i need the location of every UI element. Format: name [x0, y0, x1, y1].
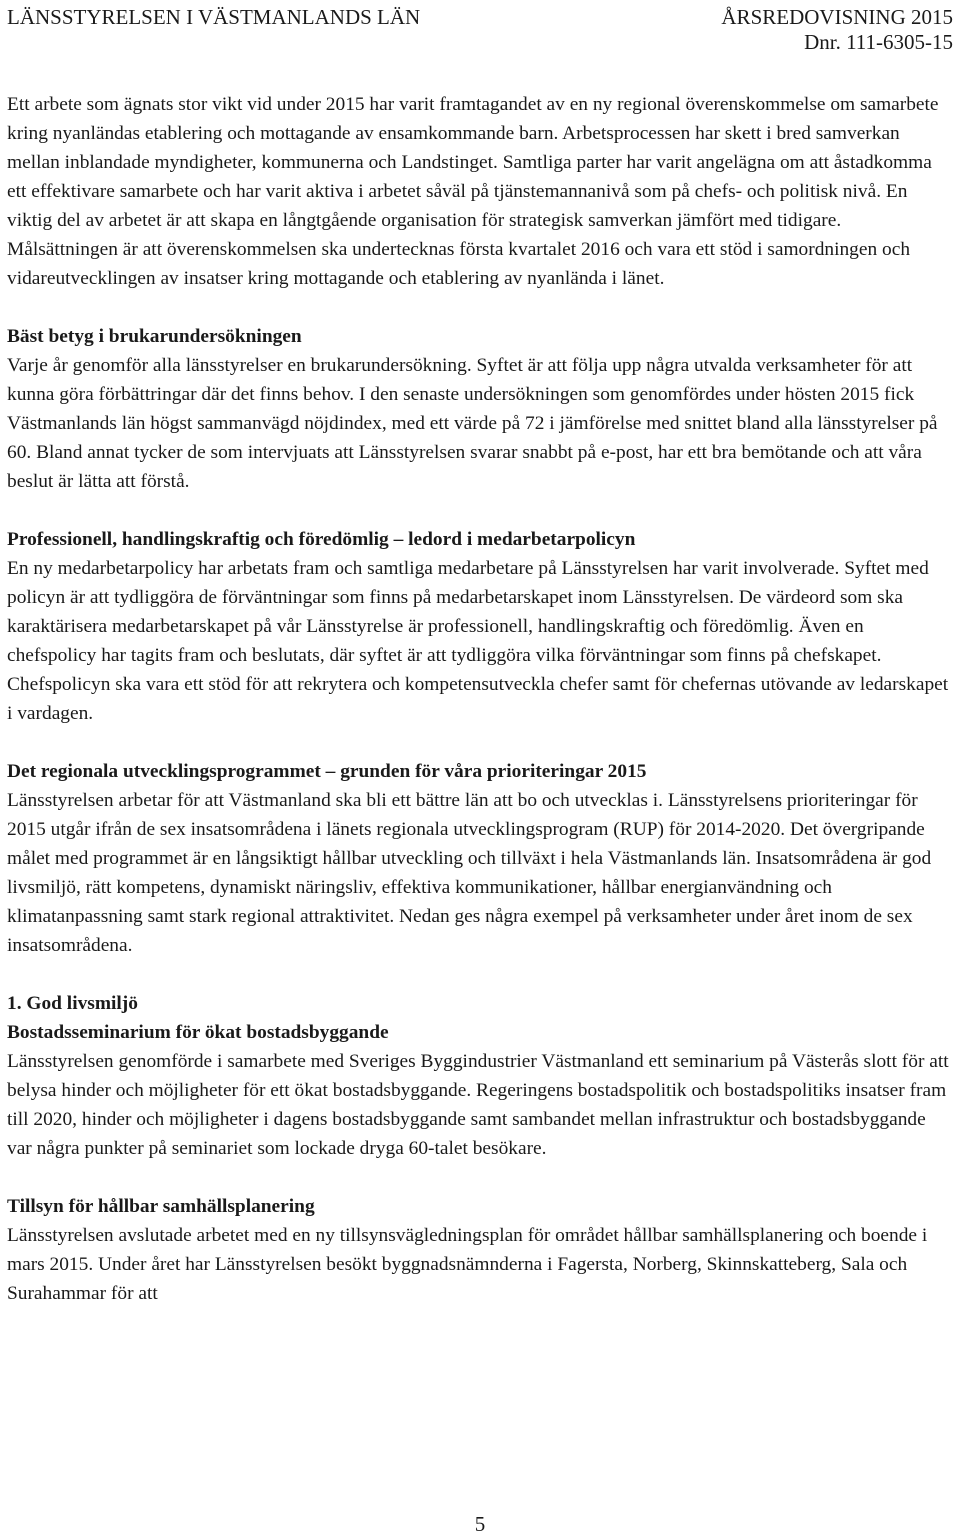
- organization-name: LÄNSSTYRELSEN I VÄSTMANLANDS LÄN: [7, 5, 421, 29]
- section-paragraph: Länsstyrelsen avslutade arbetet med en ny tillsynsvägledningsplan för området hållbar samhällsplanering och boende i mars 2015. Under året har Länsstyrelsen besökt byggnadsnämnderna i Fagersta, Norberg, Skinnskatteberg, Sala och Surahammar för att: [7, 1225, 928, 1304]
- section-heading: Bäst betyg i brukarundersökningen: [7, 326, 302, 347]
- section-heading: Det regionala utvecklingsprogrammet – grunden för våra prioriteringar 2015: [7, 761, 647, 782]
- section-survey: [7, 322, 954, 496]
- report-title: ÅRSREDOVISNING 2015: [721, 5, 953, 29]
- document-number: Dnr. 111-6305-15: [804, 30, 953, 54]
- section-number-heading: 1. God livsmiljö: [7, 993, 138, 1014]
- section-policy: [7, 525, 954, 728]
- header-row: [7, 4, 953, 30]
- section-livsmiljo: [7, 989, 954, 1163]
- page-number: 5: [474, 1512, 486, 1536]
- section-rup: [7, 757, 954, 960]
- section-tillsyn: [7, 1192, 954, 1308]
- section-heading: Professionell, handlingskraftig och föredömlig – ledord i medarbetarpolicyn: [7, 529, 636, 550]
- subsection-heading: Bostadsseminarium för ökat bostadsbyggande: [7, 1022, 389, 1043]
- intro-paragraph: Ett arbete som ägnats stor vikt vid under 2015 har varit framtagandet av en ny regional överenskommelse om samarbete kring nyanländas etablering och mottagande av ensamkommande barn. Arbetsprocessen har skett i bred samverkan mellan inblandade myndigheter, kommunerna och Landstinget. Samtliga parter har varit angelägna om att åstadkomma ett effektivare samarbete och har varit aktiva i arbetet såväl på tjänstemannanivå som på chefs- och politisk nivå. En viktig del av arbetet är att skapa en långtgående organisation för strategisk samverkan jämfört med tidigare. Målsättningen är att överenskommelsen ska undertecknas första kvartalet 2016 och vara ett stöd i samordningen och vidareutvecklingen av insatser kring mottagande och etablering av nyanlända i länet.: [7, 94, 939, 289]
- section-paragraph: Länsstyrelsen genomförde i samarbete med Sveriges Byggindustrier Västmanland ett seminarium på Västerås slott för att belysa hinder och möjligheter för ett ökat bostadsbyggande. Regeringens bostadspolitik och bostadspolitiks insatser fram till 2020, hinder och möjligheter i dagens bostadsbyggande samt sambandet mellan infrastruktur och bostadsbyggande var några punkter på seminariet som lockade dryga 60-talet besökare.: [7, 1051, 949, 1159]
- section-paragraph: Länsstyrelsen arbetar för att Västmanland ska bli ett bättre län att bo och utvecklas i. Länsstyrelsens prioriteringar för 2015 utgår ifrån de sex insatsområdena i länets regionala utvecklingsprogram (RUP) för 2014-2020. Det övergripande målet med programmet är en långsiktigt hållbar utveckling och tillväxt i hela Västmanlands län. Insatsområdena är god livsmiljö, rätt kompetens, dynamiskt näringsliv, effektiva kommunikationer, hållbar energianvändning och klimatanpassning samt stark regional attraktivitet. Nedan ges några exempel på verksamheter under året inom de sex insatsområdena.: [7, 790, 932, 956]
- document-body: [7, 90, 954, 1308]
- section-heading: Tillsyn för hållbar samhällsplanering: [7, 1196, 315, 1217]
- section-paragraph: En ny medarbetarpolicy har arbetats fram och samtliga medarbetare på Länsstyrelsen har varit involverade. Syftet med policyn är att tydliggöra de förväntningar som finns på medarbetarskapet inom Länsstyrelsen. De värdeord som ska karaktärisera medarbetarskapet på vår Länsstyrelse är professionell, handlingskraftig och föredömlig. Även en chefspolicy har tagits fram och beslutats, där syftet är att tydliggöra vilka förväntningar som finns på chefskapet. Chefspolicyn ska vara ett stöd för att rekrytera och kompetensutveckla chefer samt för chefernas utövande av ledarskapet i vardagen.: [7, 558, 949, 724]
- section-paragraph: Varje år genomför alla länsstyrelser en brukarundersökning. Syftet är att följa upp några utvalda verksamheter för att kunna göra förbättringar där det finns behov. I den senaste undersökningen som genomfördes under hösten 2015 fick Västmanlands län högst sammanvägd nöjdindex, med ett värde på 72 i jämförelse med snittet bland alla länsstyrelser på 60. Bland annat tycker de som intervjuats att Länsstyrelsen svarar snabbt på e-post, har ett bra bemötande och att våra beslut är lätta att förstå.: [7, 355, 938, 492]
- page-header: [7, 4, 953, 54]
